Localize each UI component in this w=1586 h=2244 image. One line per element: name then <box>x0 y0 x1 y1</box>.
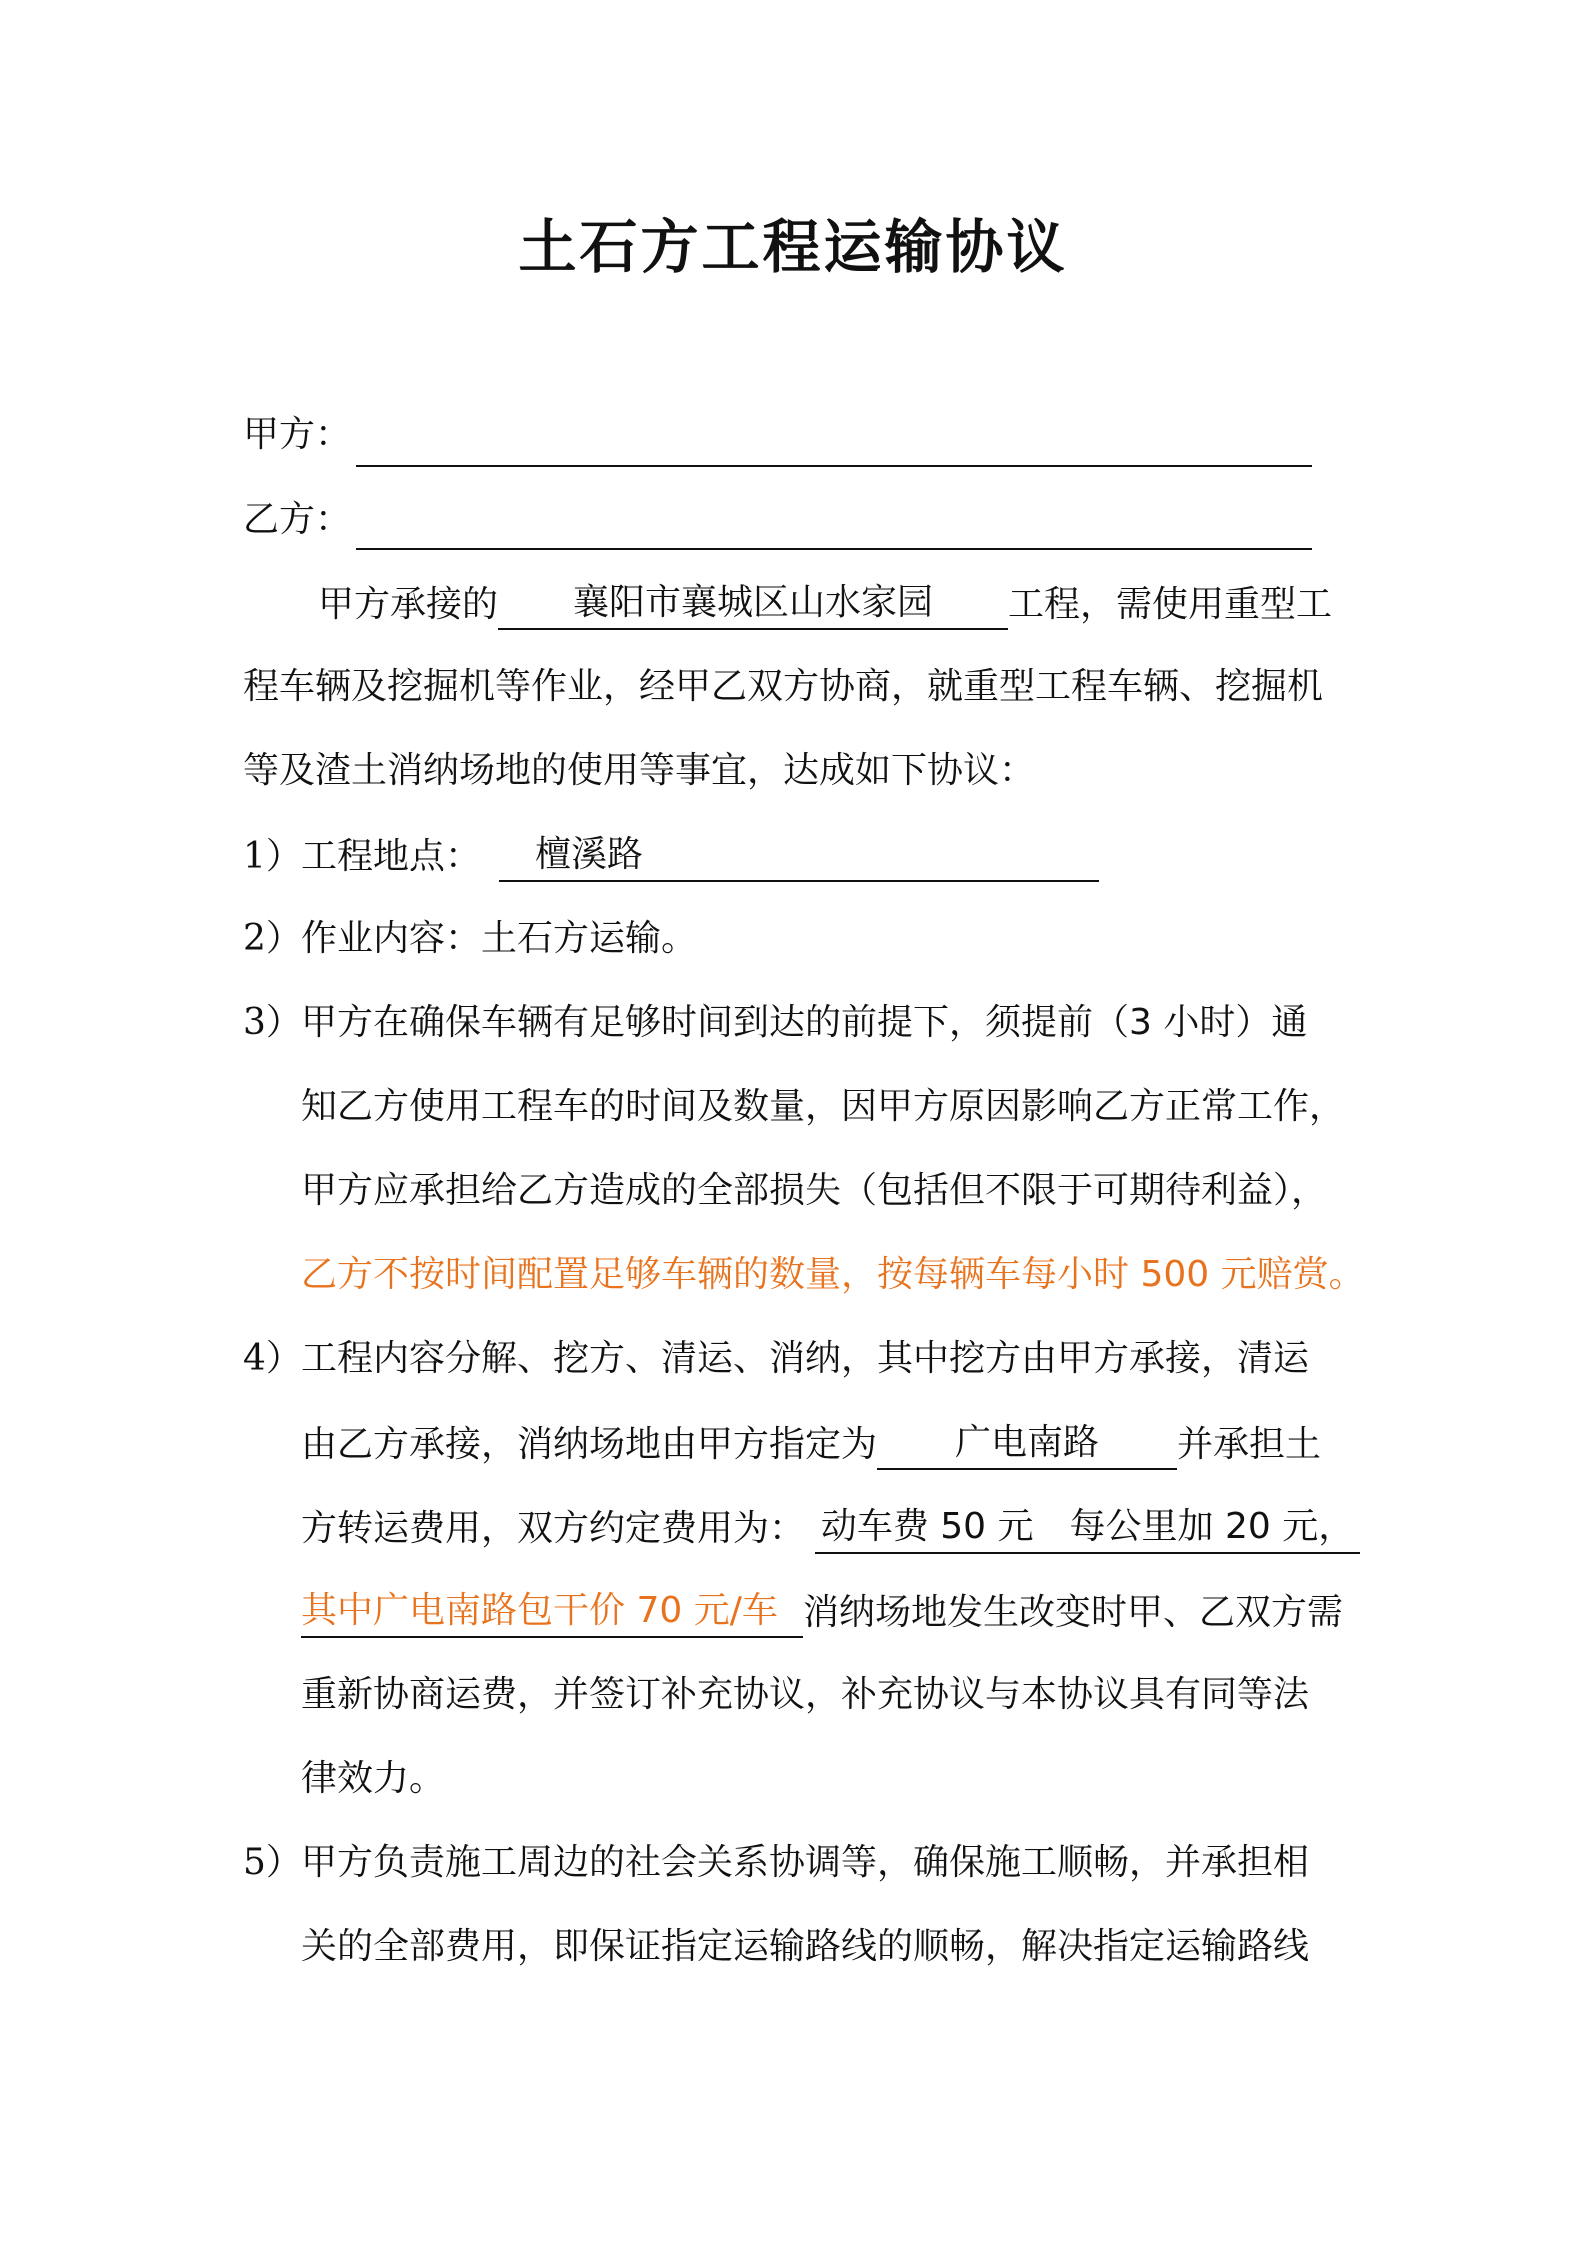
item-4-line-2-suffix: 并承担土 <box>1177 1424 1322 1465</box>
intro-line-1 <box>318 578 1332 630</box>
item-5-line-1: 甲方负责施工周边的社会关系协调等，确保施工顺畅，并承担相 <box>301 1842 1310 1883</box>
item-4-line-1: 工程内容分解、挖方、清运、消纳，其中挖方由甲方承接，清运 <box>301 1338 1310 1379</box>
item-5 <box>243 1838 1309 1888</box>
intro-project: 襄阳市襄城区山水家园 <box>498 578 1008 630</box>
item-1 <box>243 830 1099 882</box>
item-4-line-2 <box>301 1418 1321 1470</box>
party-a-blank <box>356 425 1312 467</box>
item-5-line-2: 关的全部费用，即保证指定运输路线的顺畅，解决指定运输路线 <box>301 1926 1310 1967</box>
intro-suffix: 工程，需使用重型工 <box>1008 584 1333 625</box>
item-3-line-3: 甲方应承担给乙方造成的全部损失（包括但不限于可期待利益）， <box>301 1170 1328 1211</box>
intro-prefix: 甲方承接的 <box>318 584 499 625</box>
item-number: 2） <box>243 918 302 959</box>
item-3-line-1: 甲方在确保车辆有足够时间到达的前提下，须提前（3 小时）通 <box>301 1002 1308 1043</box>
party-a-label: 甲方： <box>243 414 352 455</box>
package-price-highlight: 其中广电南路包干价 70 元/车 <box>301 1586 803 1638</box>
disposal-site-value: 广电南路 <box>877 1418 1177 1470</box>
item-2 <box>243 914 697 964</box>
item-number: 1） <box>243 836 302 877</box>
item-number: 5） <box>243 1842 302 1883</box>
item-number: 4） <box>243 1338 302 1379</box>
page-title: 土石方工程运输协议 <box>518 213 1068 281</box>
intro-line-2: 程车辆及挖掘机等作业，经甲乙双方协商，就重型工程车辆、挖掘机 <box>243 666 1324 707</box>
item-4-line-2-prefix: 由乙方承接，消纳场地由甲方指定为 <box>301 1424 878 1465</box>
fee-value: 动车费 50 元 每公里加 20 元， <box>815 1502 1360 1554</box>
item-4-line-5: 重新协商运费，并签订补充协议，补充协议与本协议具有同等法 <box>301 1674 1310 1715</box>
item-4-line-6: 律效力。 <box>301 1758 446 1799</box>
item-3-line-2: 知乙方使用工程车的时间及数量，因甲方原因影响乙方正常工作， <box>301 1086 1346 1127</box>
party-b-blank <box>356 508 1312 550</box>
item-3-line-4-highlight: 乙方不按时间配置足够车辆的数量，按每辆车每小时 500 元赔赏。 <box>301 1254 1365 1295</box>
item-2-text: 作业内容：土石方运输。 <box>301 918 698 959</box>
item-4-line-4 <box>301 1586 1343 1638</box>
party-b-row <box>243 495 351 545</box>
item-1-label: 工程地点： <box>301 836 482 877</box>
item-4-line-4-suffix: 消纳场地发生改变时甲、乙双方需 <box>803 1592 1344 1633</box>
item-3 <box>243 998 1307 1048</box>
item-4-line-3-prefix: 方转运费用，双方约定费用为： <box>301 1508 806 1549</box>
item-number: 3） <box>243 1002 302 1043</box>
item-4-line-3 <box>301 1502 1360 1554</box>
party-a-row <box>243 410 351 460</box>
intro-line-3: 等及渣土消纳场地的使用等事宜，达成如下协议： <box>243 750 1036 791</box>
item-1-value: 檀溪路 <box>499 830 1099 882</box>
item-4 <box>243 1334 1309 1384</box>
party-b-label: 乙方： <box>243 499 352 540</box>
